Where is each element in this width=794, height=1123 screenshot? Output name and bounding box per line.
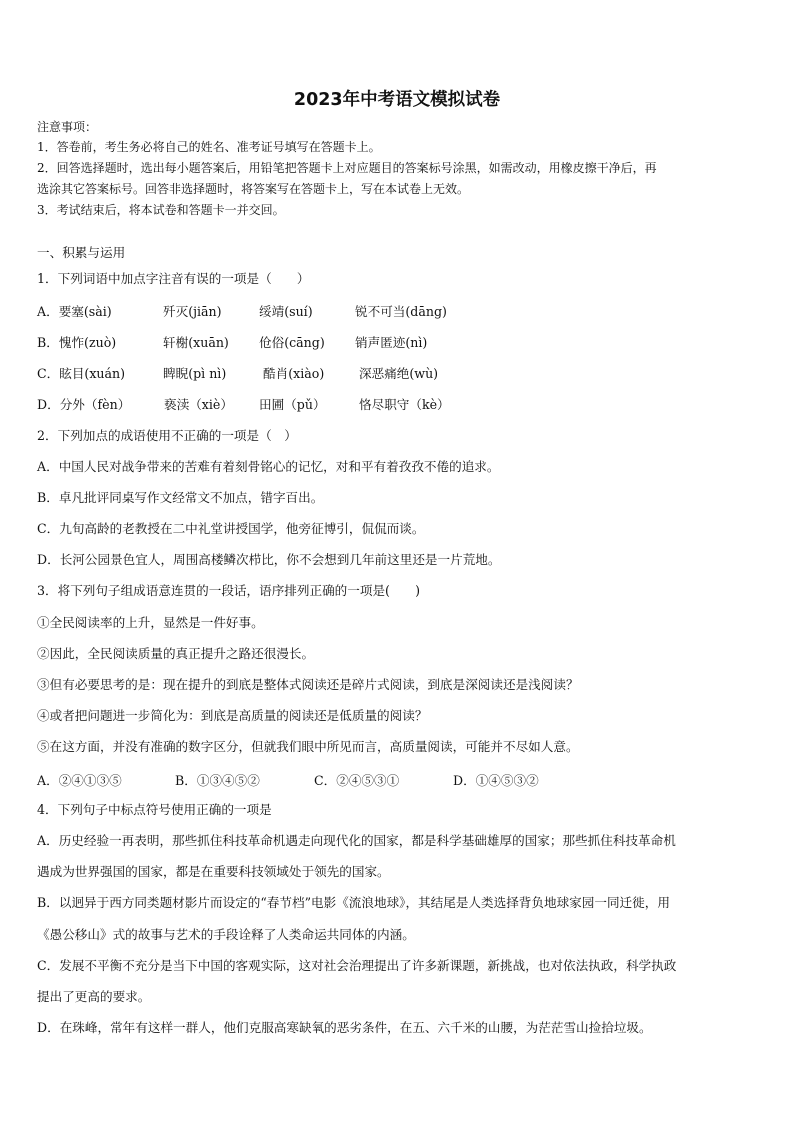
question-4-line: C．发展不平衡不充分是当下中国的客观实际，这对社会治理提出了许多新课题，新挑战，也对依法执政，科学执政 [37, 958, 677, 973]
notice-item: 2．回答选择题时，选出每小题答案后，用铅笔把答题卡上对应题目的答案标号涂黑，如需改动，用橡皮擦干净后，再 [37, 161, 657, 175]
question-4-line: D．在珠峰，常年有这样一群人，他们克服高寒缺氧的恶劣条件，在五、六千米的山腰，为茫茫雪山捡拾垃圾。 [37, 1020, 652, 1035]
option-word: 田圃（pǔ） [259, 397, 326, 412]
question-1-stem: 1．下列词语中加点字注音有误的一项是（ ） [37, 271, 310, 286]
option-word: 歼灭(jiān) [163, 304, 222, 319]
option-word: 睥睨(pì nì) [163, 366, 227, 381]
option-choice: B．①③④⑤② [175, 773, 260, 788]
question-2-stem: 2．下列加点的成语使用不正确的一项是（ ） [37, 428, 297, 443]
question-2-option-c: C．九旬高龄的老教授在二中礼堂讲授国学，他旁征博引，侃侃而谈。 [37, 521, 425, 536]
question-2-option-a: A．中国人民对战争带来的苦难有着刻骨铭心的记忆，对和平有着孜孜不倦的追求。 [37, 459, 500, 474]
notice-heading: 注意事项： [37, 120, 98, 134]
notice-item: 选涂其它答案标号。回答非选择题时，将答案写在答题卡上，写在本试卷上无效。 [37, 182, 470, 196]
option-word: A．要塞(sài) [37, 304, 112, 319]
option-word: 绥靖(suí) [259, 304, 313, 319]
question-4-stem: 4．下列句子中标点符号使用正确的一项是 [37, 802, 272, 817]
option-word: 销声匿迹(nì) [355, 335, 428, 350]
page-title: 2023年中考语文模拟试卷 [293, 90, 501, 110]
option-word: 伧俗(cāng) [259, 335, 325, 350]
question-4-line: 《愚公移山》式的故事与艺术的手段诠释了人类命运共同体的内涵。 [37, 927, 415, 942]
option-word: 亵渎（xiè） [164, 397, 233, 412]
question-4-line: A．历史经验一再表明，那些抓住科技革命机遇走向现代化的国家，都是科学基础雄厚的国家；那些抓住科技革命机 [37, 833, 676, 848]
option-word: C．眩目(xuán) [37, 366, 126, 381]
option-word: 锐不可当(dāng) [355, 304, 447, 319]
option-choice: C．②④⑤③① [314, 773, 400, 788]
option-word: 恪尽职守（kè） [359, 397, 450, 412]
question-3-sentence: ②因此，全民阅读质量的真正提升之路还很漫长。 [37, 646, 315, 661]
option-word: 深恶痛绝(wù) [359, 366, 439, 381]
option-word: D．分外（fèn） [37, 397, 131, 412]
question-4-line: 遇成为世界强国的国家，都是在重要科技领域处于领先的国家。 [37, 864, 390, 879]
section-heading: 一、积累与运用 [37, 245, 126, 260]
notice-item: 1．答卷前，考生务必将自己的姓名、准考证号填写在答题卡上。 [37, 140, 381, 154]
question-4-line: B．以迥异于西方同类题材影片而设定的“春节档”电影《流浪地球》，其结尾是人类选择背负地球家园一同迁徙，用 [37, 895, 670, 910]
question-2-option-d: D．长河公园景色宜人，周围高楼鳞次栉比，你不会想到几年前这里还是一片荒地。 [37, 552, 501, 567]
option-choice: A．②④①③⑤ [37, 773, 122, 788]
option-choice: D．①④⑤③② [453, 773, 539, 788]
option-word: 轩榭(xuān) [163, 335, 229, 350]
notice-item: 3．考试结束后，将本试卷和答题卡一并交回。 [37, 203, 285, 217]
option-word: 酷肖(xiào) [263, 366, 325, 381]
question-2-option-b: B．卓凡批评同桌写作文经常文不加点，错字百出。 [37, 490, 324, 505]
question-3-sentence: ⑤在这方面，并没有准确的数字区分，但就我们眼中所见而言，高质量阅读，可能并不尽如人意。 [37, 739, 579, 754]
option-word: B．愧怍(zuò) [37, 335, 117, 350]
question-4-line: 提出了更高的要求。 [37, 989, 151, 1004]
question-3-sentence: ①全民阅读率的上升，显然是一件好事。 [37, 615, 264, 630]
question-3-stem: 3．将下列句子组成语意连贯的一段话，语序排列正确的一项是( ) [37, 583, 421, 598]
question-3-sentence: ④或者把问题进一步简化为：到底是高质量的阅读还是低质量的阅读？ [37, 708, 428, 723]
question-3-sentence: ③但有必要思考的是：现在提升的到底是整体式阅读还是碎片式阅读，到底是深阅读还是浅阅读？ [37, 677, 579, 692]
